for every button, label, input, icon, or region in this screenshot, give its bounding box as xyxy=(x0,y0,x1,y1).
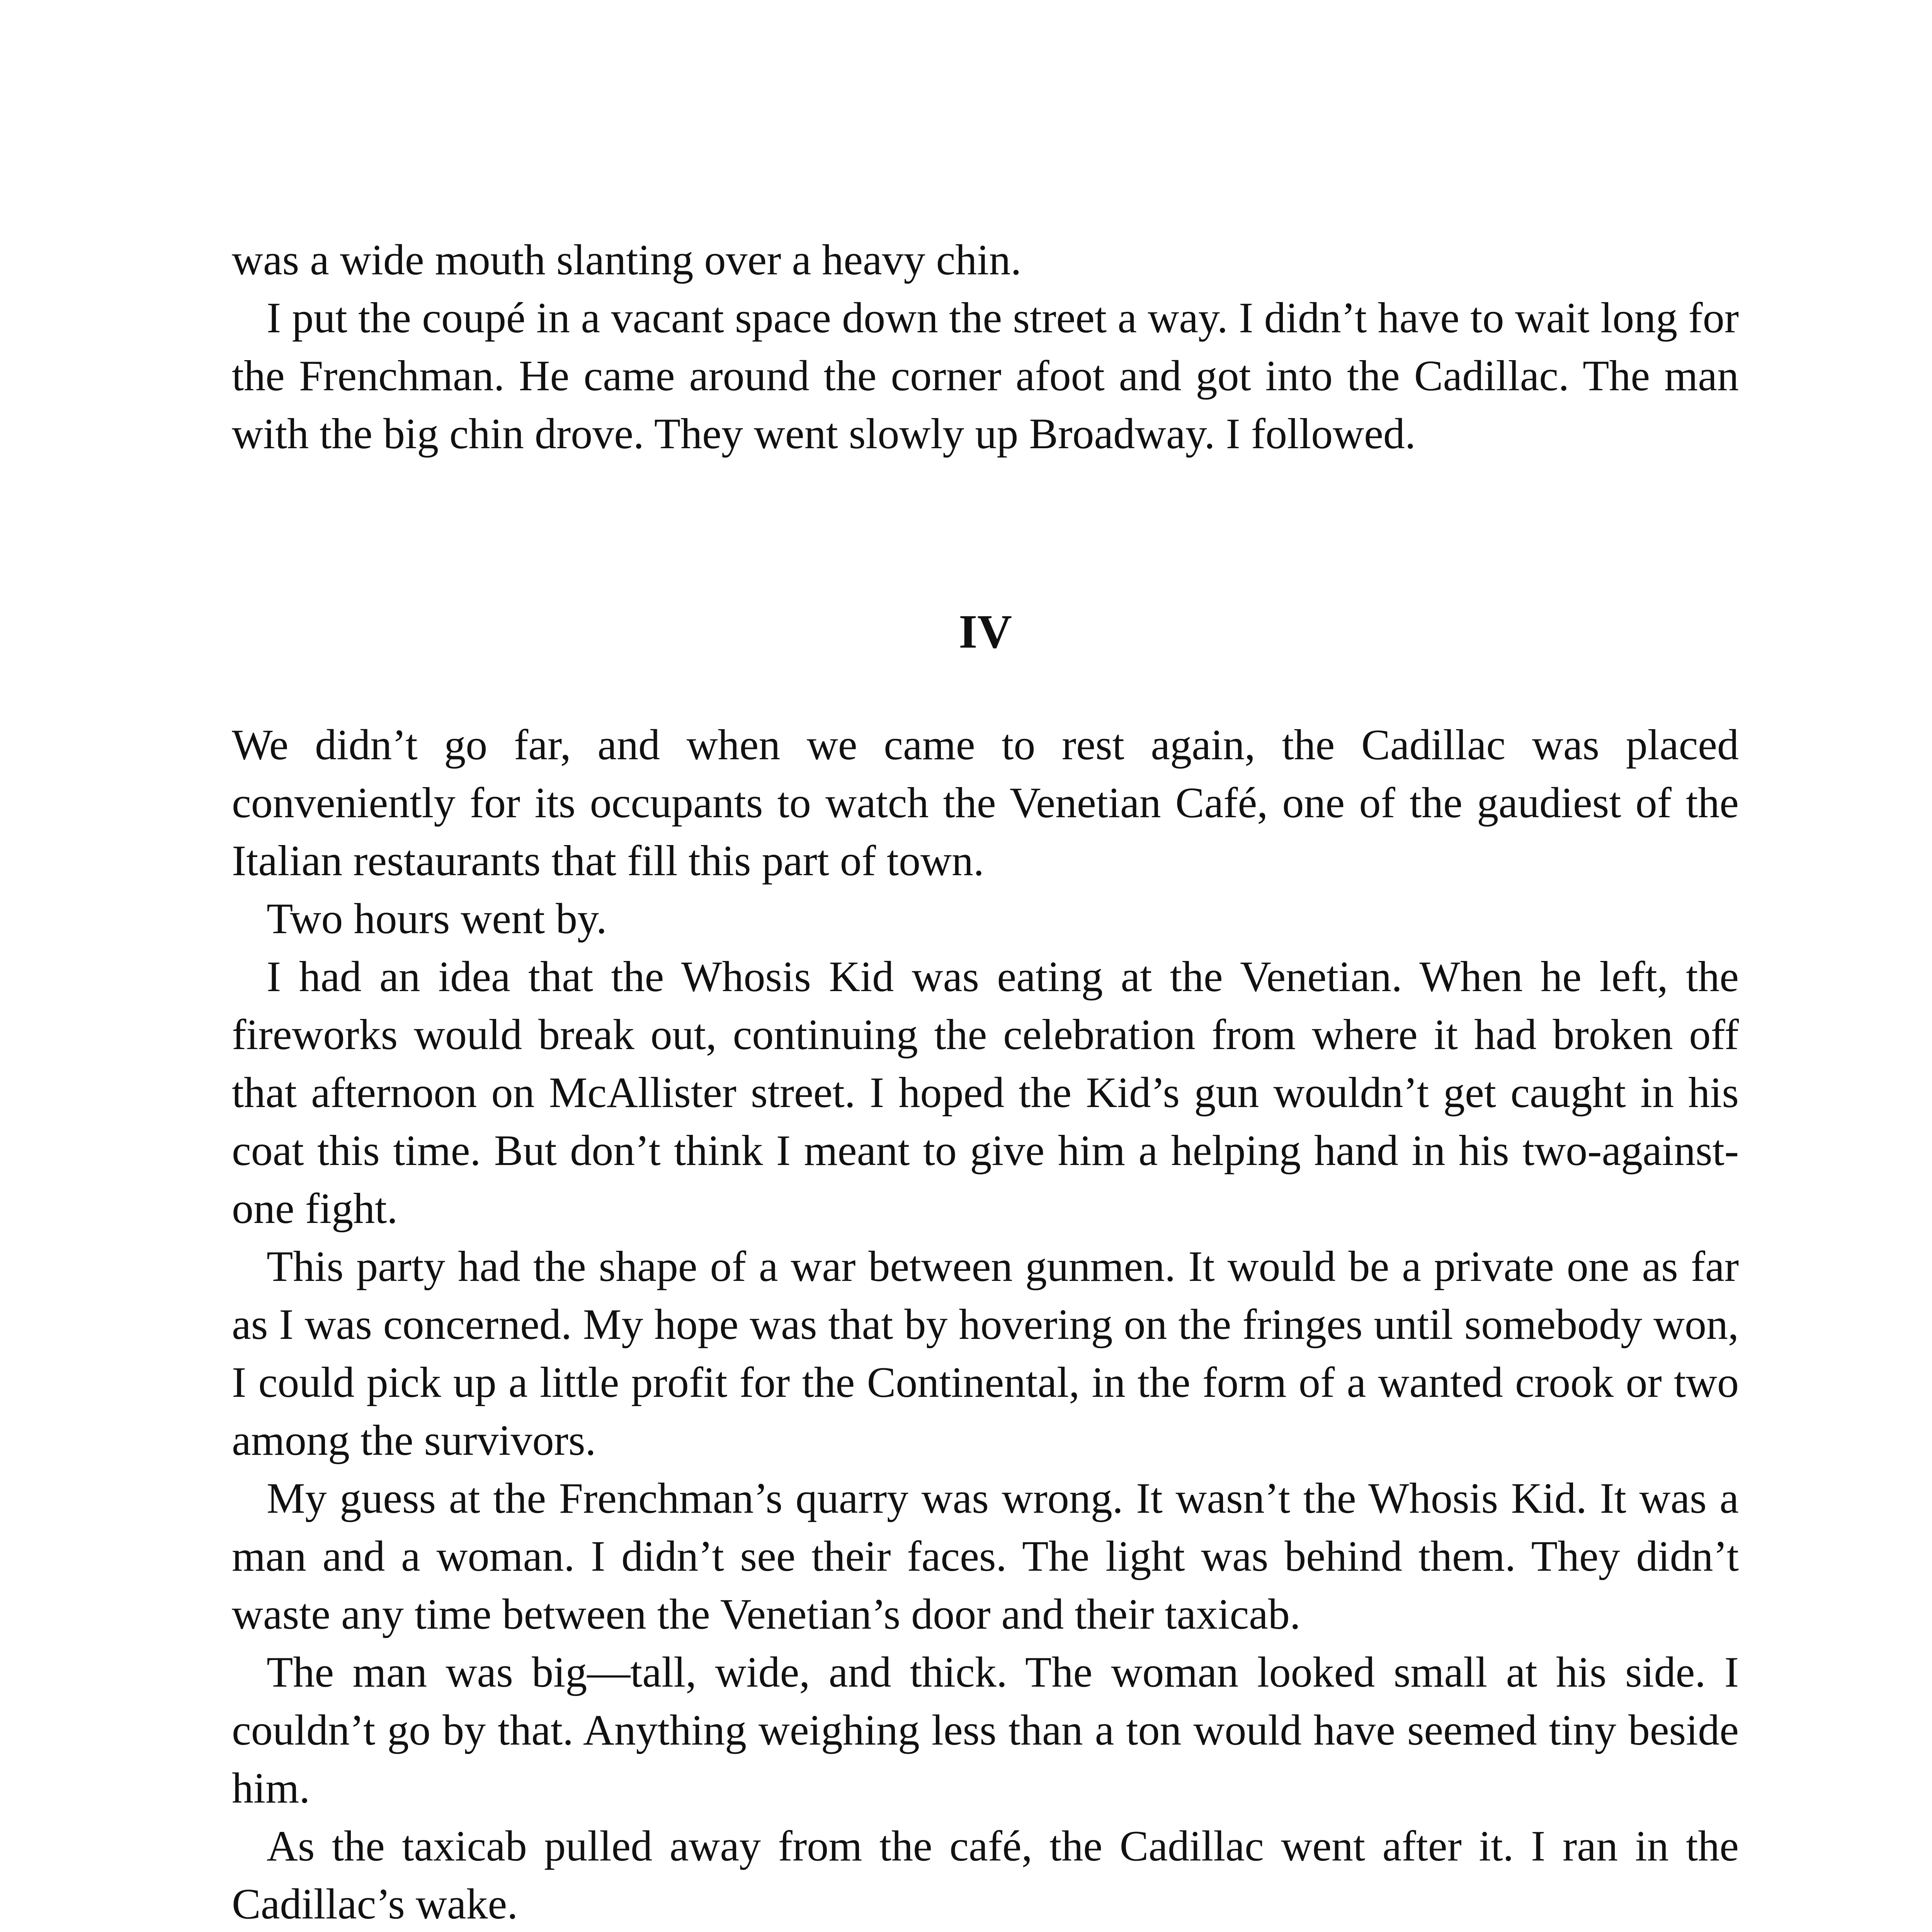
paragraph: I had an idea that the Whosis Kid was eating at the Venetian. When he left, the fireworks would break out, continuing the celebration from where it had broken off that afternoon on McAllister street. I hoped the Kid’s gun wouldn’t get caught in his coat this time. But don’t think I meant to give him a helping hand in his two-against-one fight. xyxy=(232,953,1739,1233)
paragraph: We didn’t go far, and when we came to rest again, the Cadillac was placed conveniently for its occupants to watch the Venetian Café, one of the gaudiest of the Italian restaurants that fill this part of town. xyxy=(232,721,1739,885)
paragraph: Two hours went by. xyxy=(267,895,607,943)
paragraph: As the taxicab pulled away from the café, the Cadillac went after it. I ran in the Cadillac’s wake. xyxy=(232,1822,1739,1928)
section-heading: IV xyxy=(959,605,1012,658)
paragraph: My guess at the Frenchman’s quarry was wrong. It wasn’t the Whosis Kid. It was a man and a woman. I didn’t see their faces. The light was behind them. They didn’t waste any time between the Venetian’s door and their taxicab. xyxy=(232,1475,1739,1638)
text-block-main xyxy=(232,716,1739,1932)
text-block-top xyxy=(232,231,1739,463)
paragraph: This party had the shape of a war between gunmen. It would be a private one as far as I was concerned. My hope was that by hovering on the fringes until somebody won, I could pick up a little profit for the Continental, in the form of a wanted crook or two among the survivors. xyxy=(232,1243,1739,1464)
paragraph: The man was big—tall, wide, and thick. The woman looked small at his side. I couldn’t go by that. Anything weighing less than a ton would have seemed tiny beside him. xyxy=(232,1648,1739,1812)
paragraph: was a wide mouth slanting over a heavy chin. xyxy=(232,236,1022,284)
paragraph: I put the coupé in a vacant space down the street a way. I didn’t have to wait long for the Frenchman. He came around the corner afoot and got into the Cadillac. The man with the big chin drove. They went slowly up Broadway. I followed. xyxy=(232,294,1739,458)
